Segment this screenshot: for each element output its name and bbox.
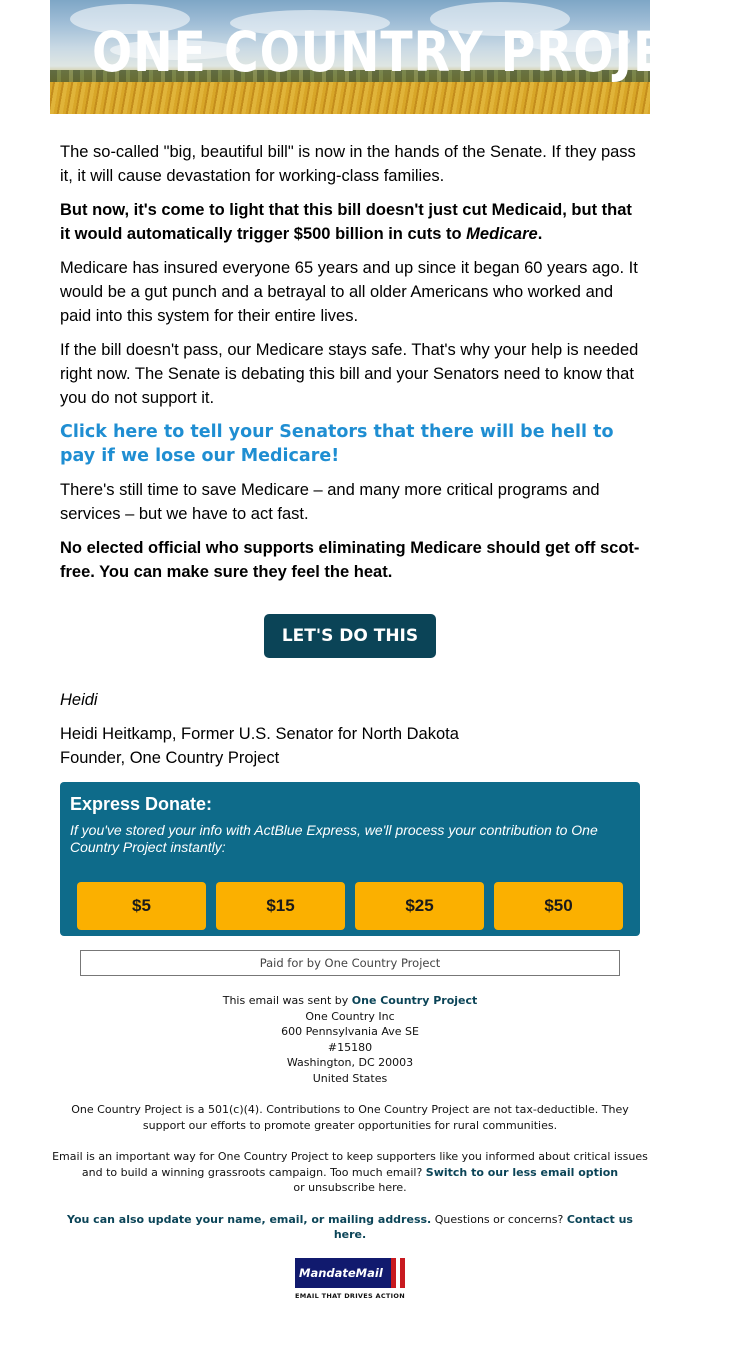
paragraph-medicare-cuts-text: But now, it's come to light that this bill doesn't just cut Medicaid, but that it would automatically trigger $500 billion in cuts to [60,201,632,243]
signature-title: Heidi Heitkamp, Former U.S. Senator for North Dakota [60,725,459,743]
email-note-text: Email is an important way for One Country Project to keep supporters like you informed about critical issues and to build a winning grassroots campaign. Too much email? [52,1150,648,1179]
address-line-3: #15180 [327,1040,373,1054]
questions-text: Questions or concerns? [431,1212,567,1226]
flag-icon [391,1258,405,1288]
donate-5-button[interactable]: $5 [77,882,206,930]
update-info-link[interactable]: You can also update your name, email, or mailing address. [67,1212,432,1226]
lets-do-this-button[interactable]: LET'S DO THIS [264,614,436,658]
sent-by-text: This email was sent by [222,994,352,1007]
paid-for-disclaimer: Paid for by One Country Project [80,950,620,976]
unsubscribe-link[interactable]: or unsubscribe here. [293,1181,407,1194]
paragraph-medicare-history: Medicare has insured everyone 65 years and up since it began 60 years ago. It would be a gut punch and a betrayal to all older Americans who worked and paid into this system for their entire lives. [60,259,638,325]
less-email-link[interactable]: Switch to our less email option [425,1165,619,1179]
tell-senators-link[interactable]: Click here to tell your Senators that there will be hell to pay if we lose our Medicare! [60,422,614,466]
header-banner [50,0,735,114]
donate-15-button[interactable]: $15 [216,882,345,930]
sender-link[interactable]: One Country Project [351,994,478,1007]
express-donate-title: Express Donate: [70,794,213,814]
address-line-5: United States [312,1071,388,1085]
address-line-2: 600 Pennsylvania Ave SE [281,1025,419,1038]
paragraph-feel-the-heat: No elected official who supports eliminating Medicare should get off scot-free. You can make sure they feel the heat. [60,539,640,581]
donate-25-button[interactable]: $25 [355,882,484,930]
contact-us-link[interactable]: Contact us here. [333,1212,633,1241]
express-donate-subtitle: If you've stored your info with ActBlue Express, we'll process your contribution to One Country Project instantly: [70,822,598,855]
banner-title: ONE COUNTRY PROJECT [92,20,735,84]
medicare-emphasis: Medicare [466,225,538,243]
cta-button-row [60,614,640,658]
signature-name: Heidi [60,691,98,709]
paragraph-medicare-cuts-end: . [537,225,543,243]
address-line-1: One Country Inc [305,1009,395,1023]
paragraph-medicare-cuts [60,198,640,246]
email-container [50,0,735,1300]
logo-wordmark: MandateMail [299,1265,383,1280]
message-body [50,114,650,770]
wheat-field [50,82,650,114]
signature-block [60,722,640,770]
donate-50-button[interactable]: $50 [494,882,623,930]
tax-note: One Country Project is a 501(c)(4). Contributions to One Country Project are not tax-deductible. They support our efforts to promote greater opportunities for rural communities. [71,1103,629,1132]
sender-info [50,993,650,1086]
email-preferences [50,1149,650,1196]
update-contact [50,1212,650,1243]
express-donate-box [60,782,640,936]
mandatemail-logo[interactable] [295,1258,405,1298]
address-line-4: Washington, DC 20003 [286,1056,414,1069]
paragraph-senate-debate: If the bill doesn't pass, our Medicare stays safe. That's why your help is needed right now. The Senate is debating this bill and your Senators need to know that you do not support it. [60,341,639,407]
signature-role: Founder, One Country Project [60,749,280,767]
paragraph-act-fast: There's still time to save Medicare – and many more critical programs and services – but we have to act fast. [60,481,600,523]
donation-amounts [70,882,630,930]
logo-tagline: EMAIL THAT DRIVES ACTION [295,1291,405,1300]
paragraph-intro: The so-called "big, beautiful bill" is now in the hands of the Senate. If they pass it, it will cause devastation for working-class families. [60,143,636,185]
footer [50,993,650,1298]
